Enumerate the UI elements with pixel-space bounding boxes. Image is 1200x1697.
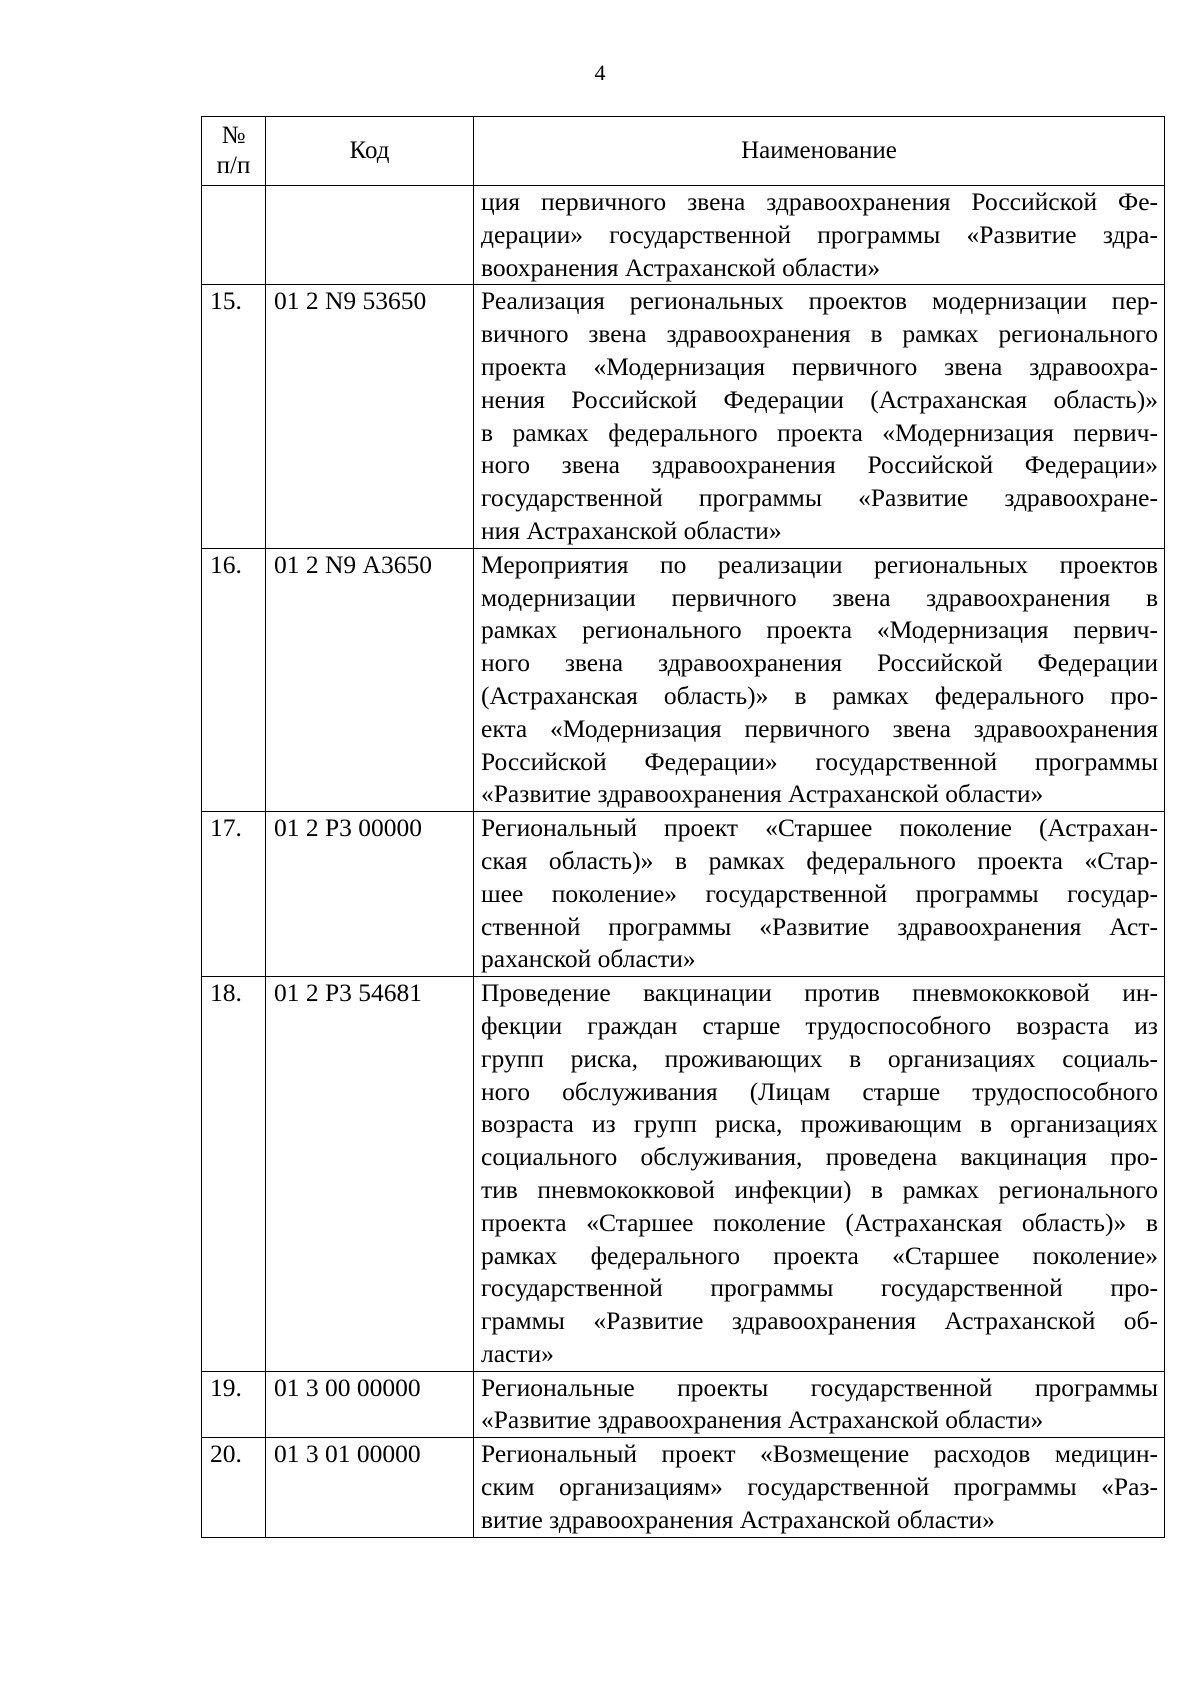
row-name-line: Мероприятия по реализации региональных проектов (481, 549, 1158, 579)
row-name-line: ного звена здравоохранения Российской Федерации» (481, 450, 1158, 480)
row-name-line: «Развитие здравоохранения Астраханской области» (481, 1405, 1044, 1435)
row-name-line: рамках регионального проекта «Модернизация первич- (481, 615, 1158, 645)
header-code: Код (266, 117, 474, 186)
row-name-line: тив пневмококковой инфекции) в рамках регионального (481, 1174, 1158, 1204)
row-name (474, 186, 1165, 285)
table-row (202, 812, 1165, 977)
row-name-line: «Развитие здравоохранения Астраханской области» (481, 779, 1044, 809)
header-number-abbr: п/п (216, 152, 251, 179)
row-name-line: шее поколение» государственной программы государ- (481, 878, 1158, 908)
row-number: 16. (202, 548, 266, 811)
row-name-line: (Астраханская область)» в рамках федерального про- (481, 680, 1158, 710)
table-row (202, 1371, 1165, 1438)
table-row (202, 285, 1165, 548)
header-name: Наименование (474, 117, 1165, 186)
row-name (474, 1438, 1165, 1537)
row-name-line: государственной программы государственной про- (481, 1273, 1158, 1303)
row-name-line: вичного звена здравоохранения в рамках регионального (481, 319, 1158, 349)
row-name-line: нения Российской Федерации (Астраханская область)» (481, 384, 1158, 414)
row-name-line: ским организациям» государственной программы «Раз- (481, 1472, 1158, 1502)
row-name-line: Региональный проект «Старшее поколение (Астрахан- (481, 813, 1158, 843)
row-code (266, 186, 474, 285)
row-name-line: ственной программы «Развитие здравоохранения Аст- (481, 911, 1158, 941)
row-name-line: витие здравоохранения Астраханской области» (481, 1504, 995, 1534)
row-name-line: Региональный проект «Возмещение расходов медицин- (481, 1439, 1158, 1469)
row-number: 19. (202, 1371, 266, 1438)
table-body (202, 186, 1165, 1538)
row-name-line: Региональные проекты государственной программы (481, 1372, 1158, 1402)
row-name (474, 285, 1165, 548)
row-name (474, 812, 1165, 977)
row-code: 01 2 N9 53650 (266, 285, 474, 548)
row-name-line: проекта «Модернизация первичного звена здравоохра- (481, 351, 1158, 381)
row-name-line: воохранения Астраханской области» (481, 252, 881, 282)
row-name-line: ния Астраханской области» (481, 515, 782, 545)
row-number: 20. (202, 1438, 266, 1537)
row-name-line: проекта «Старшее поколение (Астраханская область)» в (481, 1207, 1158, 1237)
row-name-line: рамках федерального проекта «Старшее поколение» (481, 1240, 1158, 1270)
header-number-sign: № (221, 122, 246, 149)
row-name (474, 548, 1165, 811)
header-number (202, 117, 266, 186)
row-name-line: граммы «Развитие здравоохранения Астраханской об- (481, 1306, 1158, 1336)
row-name-line: Реализация региональных проектов модернизации пер- (481, 286, 1158, 316)
row-number: 18. (202, 977, 266, 1372)
row-number (202, 186, 266, 285)
classification-table (201, 116, 1165, 1538)
row-name-line: групп риска, проживающих в организациях социаль- (481, 1043, 1158, 1073)
table-row (202, 548, 1165, 811)
row-name-line: дерации» государственной программы «Развитие здра- (481, 219, 1158, 249)
row-number: 15. (202, 285, 266, 548)
row-name-line: екта «Модернизация первичного звена здравоохранения (481, 713, 1158, 743)
row-name-line: ного обслуживания (Лицам старше трудоспособного (481, 1076, 1158, 1106)
row-name-line: модернизации первичного звена здравоохранения в (481, 582, 1158, 612)
row-code: 01 2 N9 А3650 (266, 548, 474, 811)
row-name-line: ного звена здравоохранения Российской Федерации (481, 648, 1158, 678)
table-header-row (202, 117, 1165, 186)
row-name-line: ласти» (481, 1338, 554, 1368)
row-name-line: социального обслуживания, проведена вакцинация про- (481, 1142, 1158, 1172)
row-name-line: государственной программы «Развитие здравоохране- (481, 483, 1158, 513)
page-number: 4 (594, 60, 606, 85)
table-row (202, 1438, 1165, 1537)
row-number: 17. (202, 812, 266, 977)
row-code: 01 3 01 00000 (266, 1438, 474, 1537)
row-name-line: Российской Федерации» государственной программы (481, 746, 1158, 776)
row-name-line: в рамках федерального проекта «Модернизация первич- (481, 417, 1158, 447)
row-name-line: ская область)» в рамках федерального проекта «Стар- (481, 845, 1158, 875)
row-code: 01 3 00 00000 (266, 1371, 474, 1438)
table-row (202, 977, 1165, 1372)
row-name-line: фекции граждан старше трудоспособного возраста из (481, 1010, 1158, 1040)
row-code: 01 2 Р3 54681 (266, 977, 474, 1372)
row-code: 01 2 Р3 00000 (266, 812, 474, 977)
row-name-line: ция первичного звена здравоохранения Российской Фе- (481, 187, 1158, 216)
row-name-line: раханской области» (481, 944, 696, 974)
table-row (202, 186, 1165, 285)
row-name-line: возраста из групп риска, проживающим в организациях (481, 1109, 1158, 1139)
row-name-line: Проведение вакцинации против пневмококковой ин- (481, 978, 1158, 1008)
row-name (474, 1371, 1165, 1438)
row-name (474, 977, 1165, 1372)
